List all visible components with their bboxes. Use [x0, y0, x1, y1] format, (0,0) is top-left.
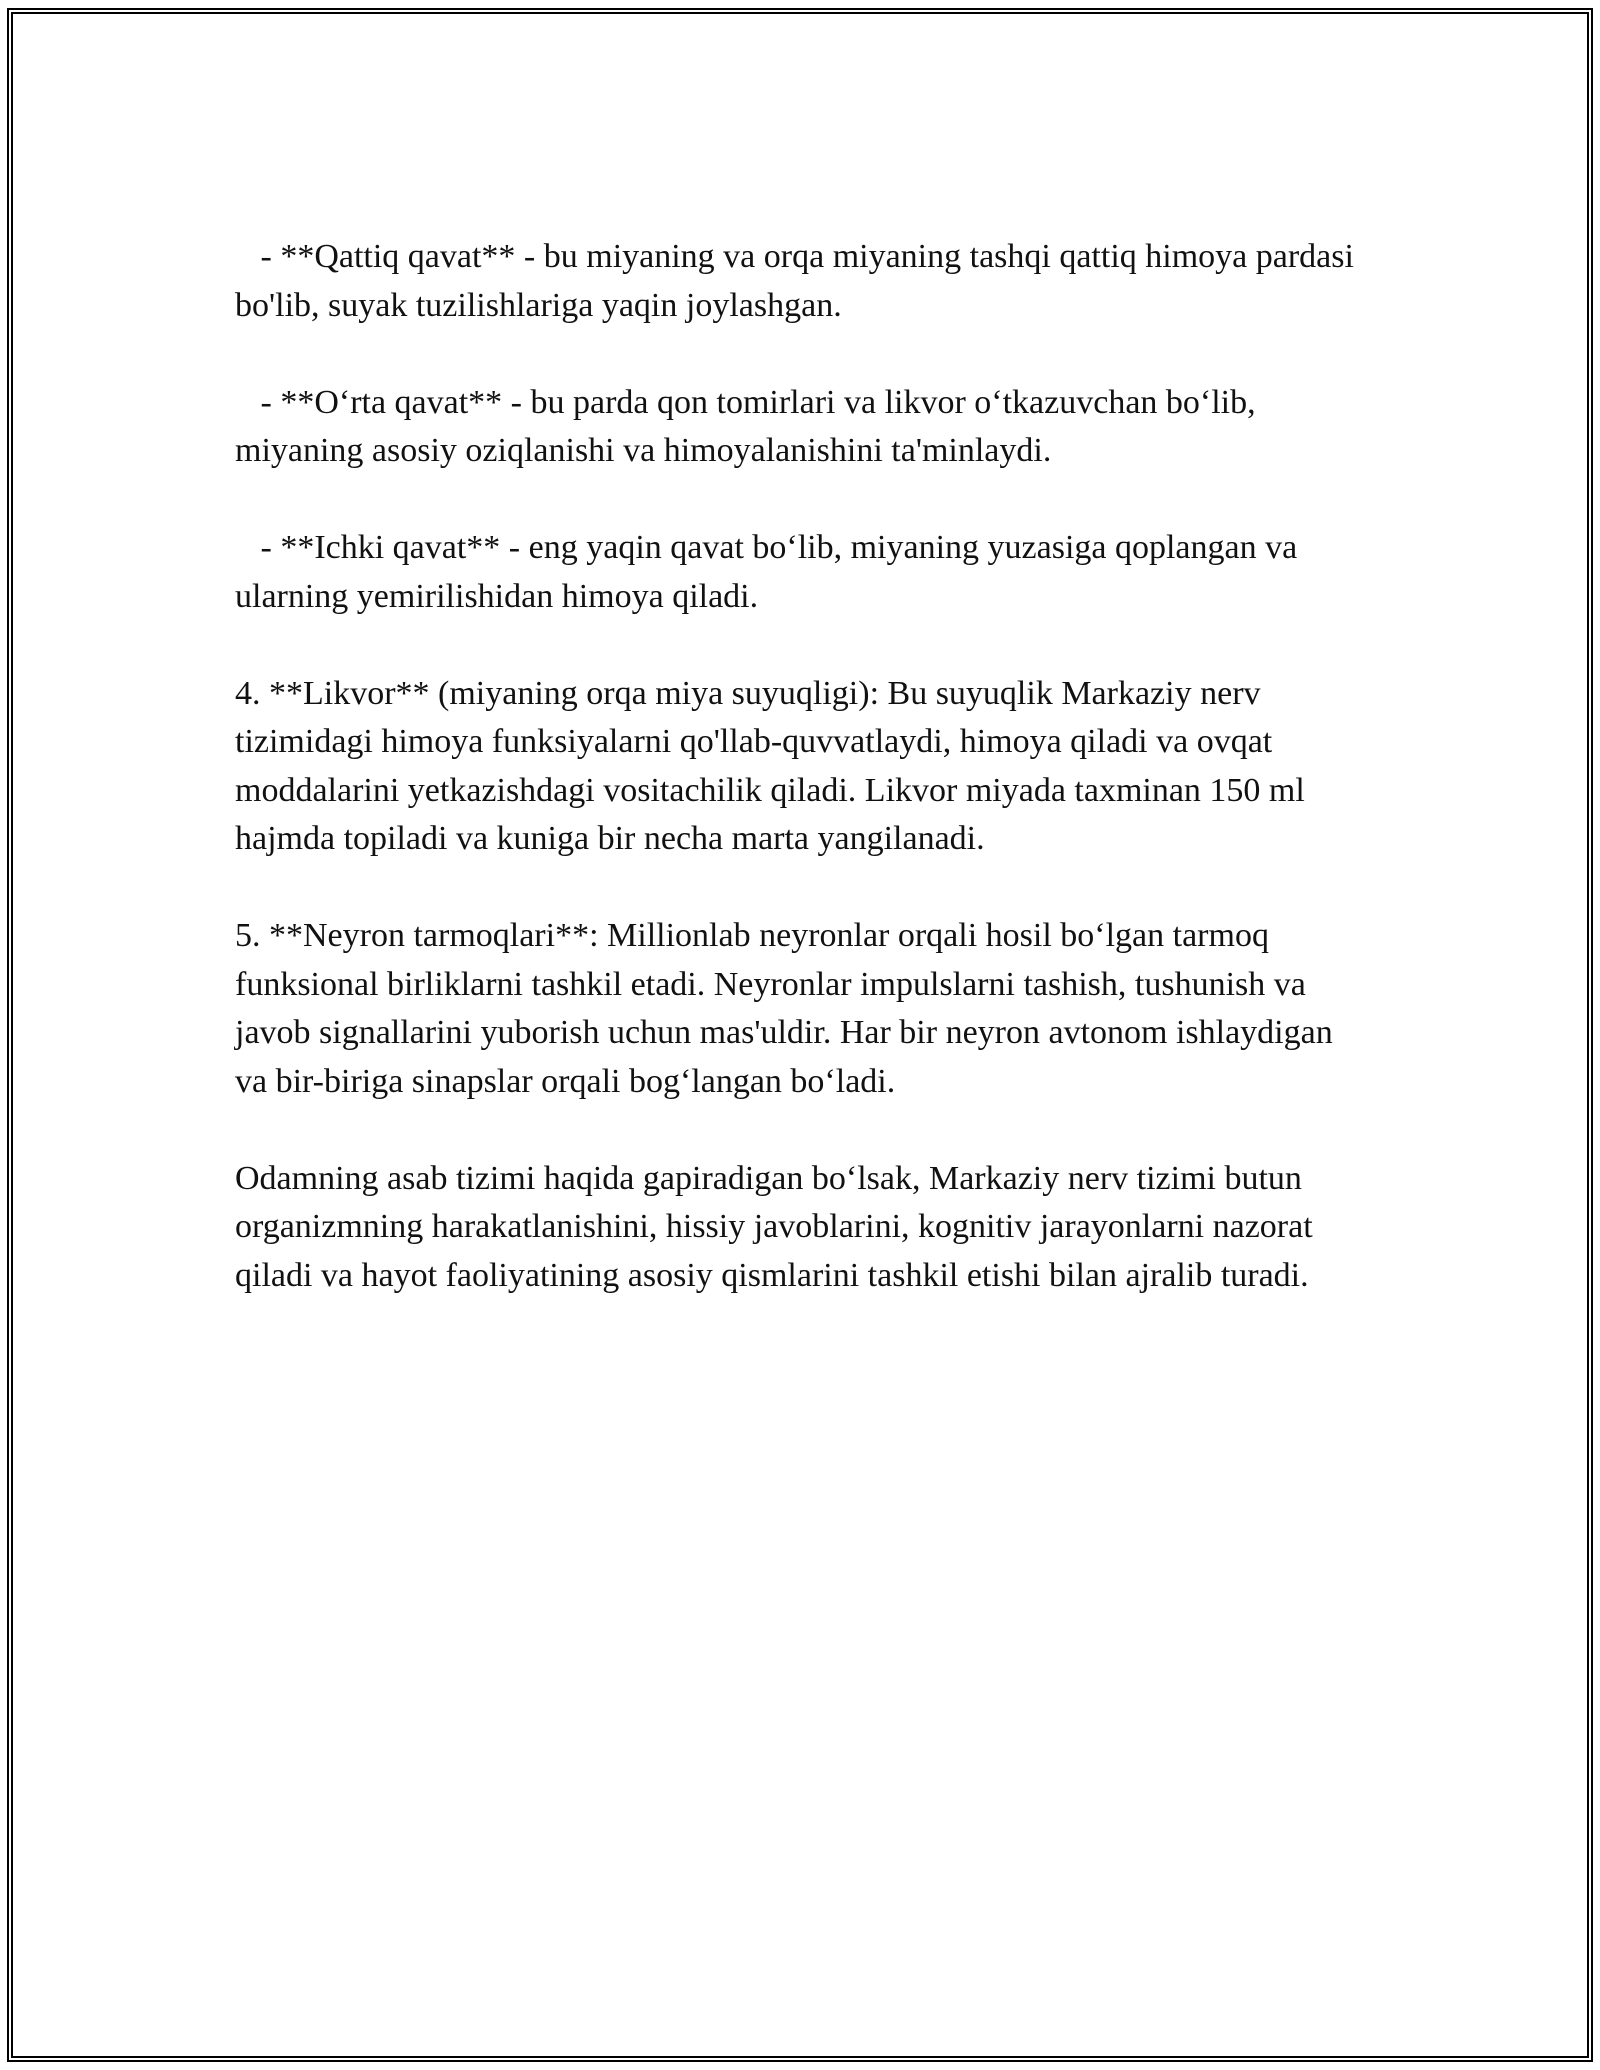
paragraph-outer-layer: - **Qattiq qavat** - bu miyaning va orqa miyaning tashqi qattiq himoya pardasi bo'lib, suyak tuzilishlariga yaqin joylashgan.	[235, 238, 1363, 324]
document-body	[235, 233, 1365, 1300]
paragraph-inner-layer: - **Ichki qavat** - eng yaqin qavat boʻlib, miyaning yuzasiga qoplangan va ularning yemirilishidan himoya qiladi.	[235, 529, 1306, 615]
paragraph-neuron-networks: 5. **Neyron tarmoqlari**: Millionlab neyronlar orqali hosil boʻlgan tarmoq funksional birliklarni tashkil etadi. Neyronlar impulslarni tashish, tushunish va javob signallarini yuborish uchun mas'uldir. Har bir neyron avtonom ishlaydigan va bir-biriga sinapslar orqali bogʻlangan boʻladi.	[235, 917, 1342, 1100]
paragraph-conclusion: Odamning asab tizimi haqida gapiradigan boʻlsak, Markaziy nerv tizimi butun organizmning harakatlanishini, hissiy javoblarini, kognitiv jarayonlarni nazorat qiladi va hayot faoliyatining asosiy qismlarini tashkil etishi bilan ajralib turadi.	[235, 1159, 1322, 1294]
paragraph-liquor: 4. **Likvor** (miyaning orqa miya suyuqligi): Bu suyuqlik Markaziy nerv tizimidagi himoya funksiyalarni qo'llab-quvvatlaydi, himoya qiladi va ovqat moddalarini yetkazishdagi vositachilik qiladi. Likvor miyada taxminan 150 ml hajmda topiladi va kuniga bir necha marta yangilanadi.	[235, 674, 1314, 857]
paragraph-middle-layer: - **Oʻrta qavat** - bu parda qon tomirlari va likvor oʻtkazuvchan boʻlib, miyaning asosiy oziqlanishi va himoyalanishini ta'minlaydi.	[235, 383, 1265, 469]
